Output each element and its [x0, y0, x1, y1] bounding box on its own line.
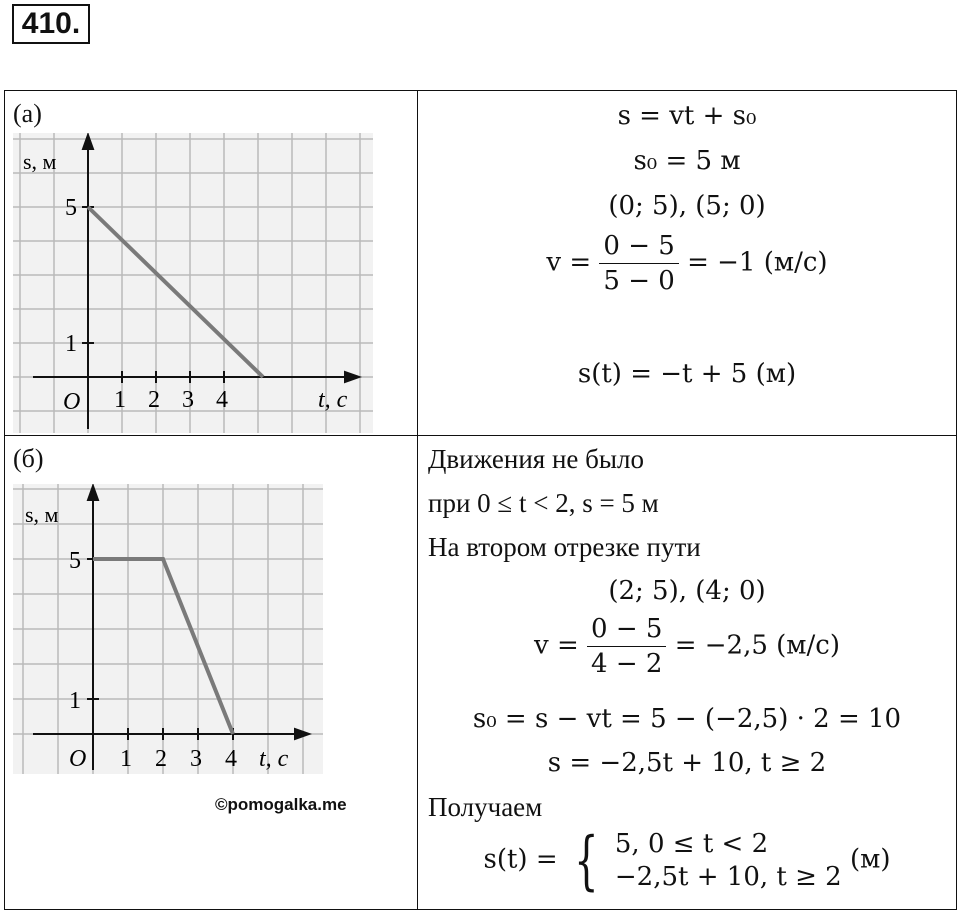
part-b-line-7: Получаем	[428, 792, 543, 822]
part-a-origin-label: O	[63, 389, 81, 415]
part-b-line-6: s = −2,5t + 10, t ≥ 2	[547, 748, 827, 778]
part-b-x-tick-2: 2	[155, 746, 167, 772]
part-b-line-2: при 0 ≤ t < 2, s = 5 м	[428, 488, 659, 518]
part-b-y-axis-label: s, м	[25, 502, 59, 527]
part-b-cases: 5, 0 ≤ t < 2 −2,5t + 10, t ≥ 2	[614, 829, 842, 892]
part-a-x-tick-4: 4	[216, 387, 228, 413]
part-a-velocity-equation: v = $\frac{0 - 5}{5 - 0}$ = −1 (м/с)	[546, 231, 828, 296]
part-a-fraction: $\frac{0 - 5}{5 - 0}$	[599, 231, 678, 296]
part-a-y-tick-5: 5	[65, 195, 77, 221]
part-b-label: (б)	[13, 444, 44, 473]
part-b-line-1: Движения не было	[428, 444, 644, 474]
part-a-x-tick-3: 3	[182, 387, 194, 413]
solution-table	[4, 90, 957, 910]
part-a-y-axis-label: s, м	[23, 149, 57, 174]
part-a-x-tick-1: 1	[114, 387, 126, 413]
part-b-fraction: $\frac{0 - 5}{4 - 2}$	[587, 614, 666, 679]
part-b-line-3: На втором отрезке пути	[428, 532, 701, 562]
part-b-line-5: s₀ = s − vt = 5 − (−2,5) · 2 = 10	[472, 704, 902, 734]
part-a-x-tick-2: 2	[148, 387, 160, 413]
part-a-line-1: s = vt + s₀	[617, 101, 757, 131]
part-a-y-tick-1: 1	[65, 331, 77, 357]
part-a-line-3: (0; 5), (5; 0)	[608, 191, 766, 221]
left-brace-icon: {	[574, 823, 599, 898]
part-b-graph-cell	[5, 436, 418, 910]
problem-number: 410.	[12, 4, 90, 44]
part-a-graph-cell	[5, 91, 418, 436]
part-a-label: (a)	[13, 99, 42, 128]
part-b-y-tick-5: 5	[69, 548, 81, 574]
watermark: ©pomogalka.me	[215, 795, 347, 814]
part-a-solution-cell	[418, 91, 957, 436]
part-b-solution-cell	[418, 436, 957, 910]
part-b-line-4: (2; 5), (4; 0)	[608, 576, 766, 606]
part-a-line-2: s₀ = 5 м	[633, 146, 741, 176]
part-b-x-tick-4: 4	[225, 746, 237, 772]
part-b-velocity-equation: v = $\frac{0 - 5}{4 - 2}$ = −2,5 (м/с)	[534, 614, 840, 679]
part-b-x-tick-3: 3	[190, 746, 202, 772]
part-a-graph	[13, 133, 373, 437]
part-b-origin-label: O	[69, 746, 87, 772]
part-b-y-tick-1: 1	[69, 688, 81, 714]
part-b-graph	[13, 484, 323, 778]
part-b-x-axis-label: t, c	[259, 746, 289, 772]
part-a-line-result: s(t) = −t + 5 (м)	[577, 359, 797, 389]
part-b-x-tick-1: 1	[120, 746, 132, 772]
part-a-x-axis-label: t, c	[318, 387, 348, 413]
part-b-system-equation: s(t) = { 5, 0 ≤ t < 2 −2,5t + 10, t ≥ 2 (м)	[483, 823, 891, 898]
